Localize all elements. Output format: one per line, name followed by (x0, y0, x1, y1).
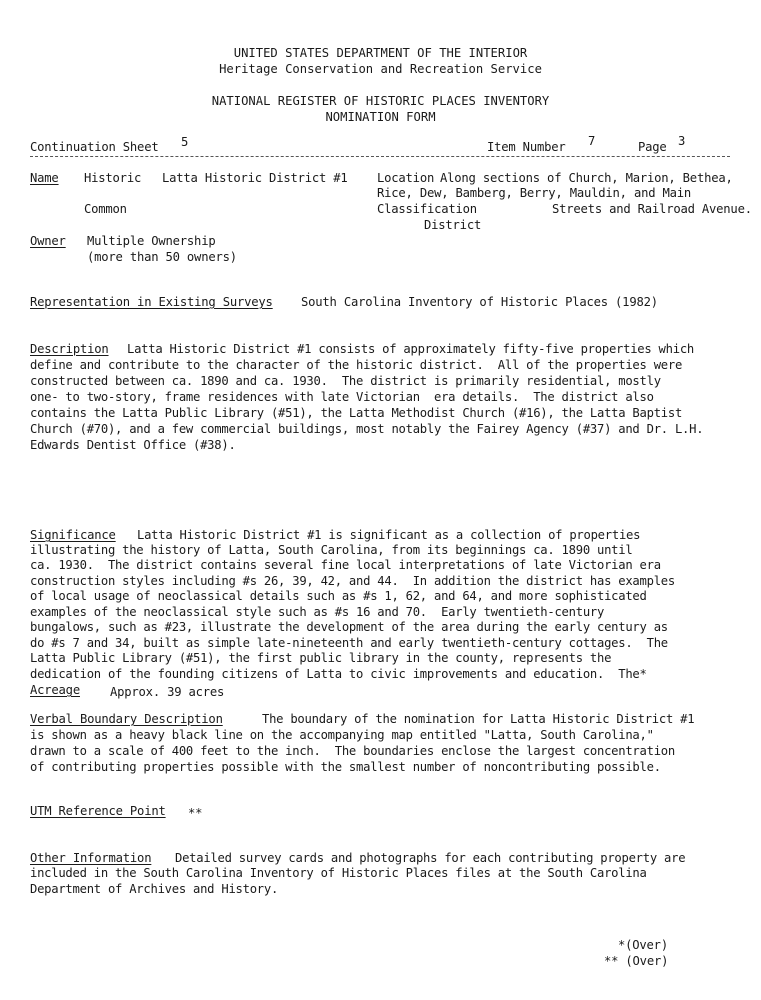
continuation-sheet-value: 5 (181, 135, 189, 149)
over-note-2: ** (Over) (604, 954, 669, 968)
page-value: 3 (678, 134, 686, 148)
owner-label: Owner (30, 234, 66, 248)
description-label: Description (30, 342, 109, 356)
service-title: Heritage Conservation and Recreation Service (219, 62, 542, 76)
significance-label: Significance (30, 528, 116, 542)
owner-line-2: (more than 50 owners) (87, 250, 237, 264)
boundary-line: of contributing properties possible with the smallest number of noncontributing possible. (30, 760, 661, 774)
significance-first-line: Latta Historic District #1 is significant as a collection of properties (137, 528, 641, 542)
item-number-label: Item Number (487, 140, 566, 154)
representation-label: Representation in Existing Surveys (30, 295, 273, 309)
historic-name-value: Latta Historic District #1 (162, 171, 348, 185)
significance-line: examples of the neoclassical style such as #s 16 and 70. Early twentieth-century (30, 605, 605, 619)
description-first-line: Latta Historic District #1 consists of approximately fifty-five properties which (127, 342, 694, 356)
description-line: Church (#70), and a few commercial buildings, most notably the Fairey Agency (#37) and Dr. L.H. (30, 422, 704, 436)
significance-line: illustrating the history of Latta, South Carolina, from its beginnings ca. 1890 until (30, 543, 633, 557)
significance-line: ca. 1930. The district contains several fine local interpretations of late Victorian era (30, 558, 661, 572)
form-title: NOMINATION FORM (325, 110, 436, 124)
sheet-bar-rule (30, 156, 730, 157)
acreage-label: Acreage (30, 683, 80, 697)
boundary-line: is shown as a heavy black line on the accompanying map entitled "Latta, South Carolina," (30, 728, 654, 742)
register-title: NATIONAL REGISTER OF HISTORIC PLACES INVENTORY (211, 94, 550, 108)
agency-title: UNITED STATES DEPARTMENT OF THE INTERIOR (233, 46, 528, 60)
name-label: Name (30, 171, 59, 185)
significance-line: construction styles including #s 26, 39, 42, and 44. In addition the district has examples (30, 574, 675, 588)
other-information-line: Department of Archives and History. (30, 882, 279, 896)
classification-label: Classification (377, 202, 477, 216)
description-line: Edwards Dentist Office (#38). (30, 438, 236, 452)
over-note-1: *(Over) (618, 938, 668, 952)
owner-line-1: Multiple Ownership (87, 234, 216, 248)
classification-value: District (424, 218, 482, 232)
boundary-label: Verbal Boundary Description (30, 712, 223, 726)
other-information-line: included in the South Carolina Inventory of Historic Places files at the South Carolina (30, 866, 647, 880)
description-line: constructed between ca. 1890 and ca. 1930. The district is primarily residential, mostly (30, 374, 661, 388)
acreage-value: Approx. 39 acres (110, 685, 225, 699)
significance-line: of local usage of neoclassical details such as #s 1, 62, and 64, and more sophisticated (30, 589, 647, 603)
description-line: contains the Latta Public Library (#51), the Latta Methodist Church (#16), the Latta Baptist (30, 406, 683, 420)
other-information-first-line: Detailed survey cards and photographs for each contributing property are (175, 851, 686, 865)
continuation-sheet-label: Continuation Sheet (30, 140, 159, 154)
common-label: Common (84, 202, 127, 216)
page-label: Page (638, 140, 667, 154)
significance-line: dedication of the founding citizens of Latta to civic improvements and education. The* (30, 667, 647, 681)
location-line-2: Rice, Dew, Bamberg, Berry, Mauldin, and Main (377, 186, 692, 200)
historic-label: Historic (84, 171, 142, 185)
significance-line: bungalows, such as #23, illustrate the development of the area during the early century as (30, 620, 668, 634)
item-number-value: 7 (588, 134, 596, 148)
representation-value: South Carolina Inventory of Historic Places (1982) (301, 295, 658, 309)
significance-line: Latta Public Library (#51), the first public library in the county, represents the (30, 651, 612, 665)
location-label: Location (377, 171, 435, 185)
location-line-3: Streets and Railroad Avenue. (552, 202, 752, 216)
description-line: define and contribute to the character of the historic district. All of the properties were (30, 358, 683, 372)
significance-line: do #s 7 and 34, built as simple late-nineteenth and early twentieth-century cottages. The (30, 636, 668, 650)
location-line-1: Along sections of Church, Marion, Bethea, (440, 171, 733, 185)
boundary-line: drawn to a scale of 400 feet to the inch. The boundaries enclose the largest concentration (30, 744, 675, 758)
utm-label: UTM Reference Point (30, 804, 166, 818)
other-information-label: Other Information (30, 851, 152, 865)
boundary-first-line: The boundary of the nomination for Latta Historic District #1 (262, 712, 695, 726)
utm-value: ** (188, 806, 203, 820)
description-line: one- to two-story, frame residences with late Victorian era details. The district also (30, 390, 654, 404)
